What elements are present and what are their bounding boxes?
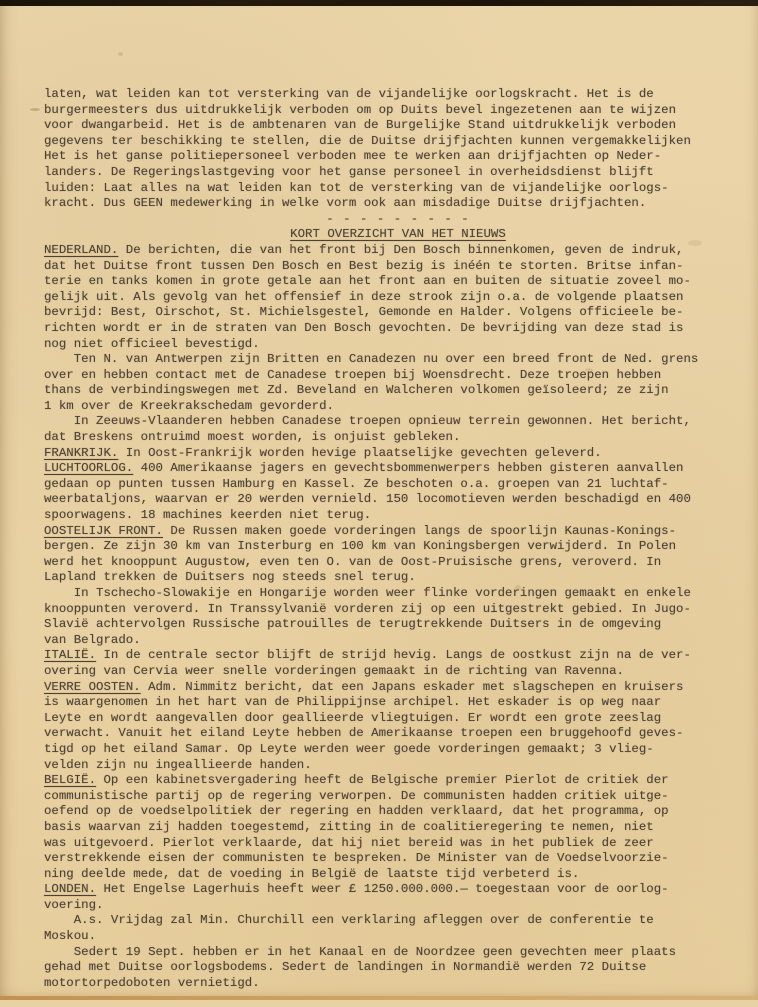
- text-line: velden zijn nu ingeallieerde handen.: [44, 757, 312, 772]
- section-header: OOSTELIJK FRONT.: [44, 523, 163, 538]
- text-line: bergen. Ze zijn 30 km van Insterburg en 100 km van Koningsbergen verwijderd. In Polen: [44, 539, 677, 554]
- section-header: VERRE OOSTEN.: [44, 679, 141, 694]
- text-line: landers. De Regeringslastgeving voor het ganse personeel in overheidsdienst blijft: [44, 164, 654, 179]
- text-line: ning deelde mede, dat de voeding in België de laatste tijd verbeterd is.: [44, 866, 580, 881]
- section-first-line: Het Engelse Lagerhuis heeft weer £ 1250.000.000.— toegestaan voor de oorlog-: [96, 882, 669, 897]
- text-line: Slavië achtervolgen Russische patrouilles de terugtrekkende Duitsers in de omgeving: [44, 617, 662, 632]
- section-first-line: In Oost-Frankrijk worden hevige plaatselijke gevechten geleverd.: [118, 445, 602, 460]
- section-first-line: Adm. Nimmitz bericht, dat een Japans eskader met slagschepen en kruisers: [140, 679, 684, 694]
- text-line: thans de verbindingswegen met Zd. Beveland en Walcheren volkomen geïsoleerd; ze zijn: [44, 383, 669, 398]
- section-first-line: In de centrale sector blijft de strijd hevig. Langs de oostkust zijn na de ver-: [96, 648, 691, 663]
- text-line: Lapland trekken de Duitsers nog steeds snel terug.: [44, 570, 416, 585]
- text-line: bevrijd: Best, Oirschot, St. Michielsgestel, Gemonde en Halder. Volgens officieele be-: [44, 305, 684, 320]
- text-line: Moskou.: [44, 929, 97, 944]
- paper-stain: [118, 52, 123, 56]
- text-line: burgermeesters dus uitdrukkelijk verboden om op Duits bevel ingezetenen aan te wijzen: [44, 102, 677, 117]
- text-line: gedaan op punten tussen Hamburg en Kassel. Ze beschoten o.a. groepen van 21 luchtaf-: [44, 476, 669, 491]
- text-line: is waargenomen in het hart van de Philippijnse archipel. Het eskader is op weg naar: [44, 695, 662, 710]
- text-line: voor dwangarbeid. Het is de ambtenaren van de Burgelijke Stand uitdrukkelijk verboden: [44, 118, 677, 133]
- text-line: laten, wat leiden kan tot versterking van de vijandelijke oorlogskracht. Het is de: [44, 87, 654, 101]
- section-header: BELGIË.: [44, 773, 97, 788]
- section-first-line: De Russen maken goede vorderingen langs de spoorlijn Kaunas-Konings-: [162, 523, 677, 538]
- section-header: LONDEN.: [44, 882, 97, 897]
- document-text: [44, 87, 752, 1007]
- section-first-line: 400 Amerikaanse jagers en gevechtsbommenwerpers hebben gisteren aanvallen: [133, 461, 684, 476]
- news-section: [44, 524, 752, 649]
- text-line: weerbataljons, waarvan er 20 werden vernield. 150 locomotieven werden beschadigd en 400: [44, 492, 691, 507]
- news-section: [44, 773, 752, 882]
- section-header: LUCHTOORLOG.: [44, 461, 134, 476]
- text-line: basis waarvan zij hadden toegestemd, zitting in de coalitieregering te nemen, niet: [44, 819, 654, 834]
- news-section: [44, 446, 752, 462]
- text-line: overing van Cervia weer snelle vorderingen gemaakt in de richting van Ravenna.: [44, 663, 624, 678]
- section-header: FRANKRIJK.: [44, 445, 119, 460]
- paper-stain: [30, 108, 40, 111]
- text-line: [44, 882, 752, 898]
- text-line: A.s. Vrijdag zal Min. Churchill een verklaring afleggen over de conferentie te: [44, 913, 654, 928]
- text-line: In Zeeuws-Vlaanderen hebben Canadese troepen opnieuw terrein gewonnen. Het bericht,: [44, 414, 691, 429]
- scan-edge-bottom: [0, 996, 758, 1000]
- text-line: Sedert 19 Sept. hebben er in het Kanaal en de Noordzee geen gevechten meer plaats: [44, 944, 677, 959]
- news-section: [44, 882, 752, 991]
- text-line: Leyte en wordt aangevallen door geallieerde vliegtuigen. Er wordt een grote zeeslag: [44, 710, 662, 725]
- text-line: oefend op de voedselpolitiek der regering en hadden verklaard, dat het programma, op: [44, 804, 669, 819]
- section-header: ITALIË.: [44, 648, 97, 663]
- document-title-text: KORT OVERZICHT VAN HET NIEUWS: [290, 227, 506, 242]
- text-line: terie en tanks komen in grote getale aan het front aan en buiten de situatie zoveel mo-: [44, 274, 691, 289]
- text-line: gegevens ter beschikking te stellen, die de Duitse drijfjachten kunnen vergemakkelijken: [44, 133, 691, 148]
- news-section: [44, 680, 752, 774]
- section-header: NEDERLAND.: [44, 242, 119, 257]
- news-section: [44, 461, 752, 523]
- text-line: spoorwagens. 18 machines keerden niet terug.: [44, 508, 372, 523]
- text-line: tigd op het eiland Samar. Op Leyte werden weer goede vorderingen gemaakt; 3 vlieg-: [44, 741, 654, 756]
- dashed-separator: - - - - - - - - -: [326, 211, 470, 226]
- text-line: kracht. Dus GEEN medewerking in welke vorm ook aan misdadige Duitse drijfjachten.: [44, 196, 647, 211]
- text-line: motortorpedoboten vernietigd.: [44, 975, 260, 990]
- text-line: [44, 648, 752, 664]
- text-line: [44, 243, 752, 259]
- text-line: voering.: [44, 897, 104, 912]
- text-line: dat het Duitse front tussen Den Bosch en Best bezig is inéén te storten. Britse infan-: [44, 258, 684, 273]
- text-line: [44, 680, 752, 696]
- text-line: 1 km over de Kreekrakschedam gevorderd.: [44, 398, 334, 413]
- text-line: gelijk uit. Als gevolg van het offensief in deze strook zijn o.a. de volgende plaatsen: [44, 289, 684, 304]
- text-line: luiden: Laat alles na wat leiden kan tot de versterking van de vijandelijke oorlogs-: [44, 180, 669, 195]
- text-line: In Tschecho-Slowakije en Hongarije worden weer flinke vorderingen gemaakt en enkele: [44, 586, 691, 600]
- paragraph: [44, 87, 752, 212]
- text-line: Het is het ganse politiepersoneel verboden mee te werken aan drijfjachten op Neder-: [44, 149, 662, 164]
- text-line: was uitgevoerd. Pierlot verklaarde, dat hij niet bereid was in het publiek de zeer: [44, 835, 654, 850]
- text-line: richten wordt er in de straten van Den Bosch gevochten. De bevrijding van deze stad is: [44, 320, 684, 335]
- text-line: [44, 446, 752, 462]
- news-section: [44, 243, 752, 446]
- text-line: [44, 524, 752, 540]
- text-line: verwacht. Vanuit het eiland Leyte hebben de Amerikaanse troepen een bruggehoofd geves-: [44, 726, 684, 741]
- text-line: [44, 773, 752, 789]
- text-line: Ten N. van Antwerpen zijn Britten en Canadezen nu over een breed front de Ned. grens: [44, 352, 699, 367]
- text-line: communistische partij op de regering verworpen. De communisten hadden critiek uitge-: [44, 788, 669, 803]
- scan-edge-top: [0, 0, 758, 6]
- text-line: [44, 461, 752, 477]
- text-line: nog niet officieel bevestigd.: [44, 336, 260, 351]
- news-section: [44, 648, 752, 679]
- section-first-line: Op een kabinetsvergadering heeft de Belgische premier Pierlot de critiek der: [96, 773, 669, 788]
- document-title: [44, 227, 752, 243]
- text-line: verstrekkende eisen der communisten te bespreken. De Minister van de Voedselvoorzie-: [44, 851, 669, 866]
- text-line: dat Breskens ontruimd moest worden, is onjuist gebleken.: [44, 430, 461, 445]
- text-line: werd het knooppunt Augustow, even ten O. van de Oost-Pruisische grens, veroverd. In: [44, 554, 662, 569]
- text-line: gehad met Duitse oorlogsbodems. Sedert de landingen in Normandië werden 72 Duitse: [44, 960, 647, 975]
- text-line: over en hebben contact met de Canadese troepen bij Woensdrecht. Deze troepen hebben: [44, 367, 662, 382]
- text-line: van Belgrado.: [44, 632, 141, 647]
- section-first-line: De berichten, die van het front bij Den Bosch binnenkomen, geven de indruk,: [118, 242, 684, 257]
- text-line: knooppunten veroverd. In Transsylvanië vorderen zij op een uitgestrekt gebied. In Jugo-: [44, 601, 691, 616]
